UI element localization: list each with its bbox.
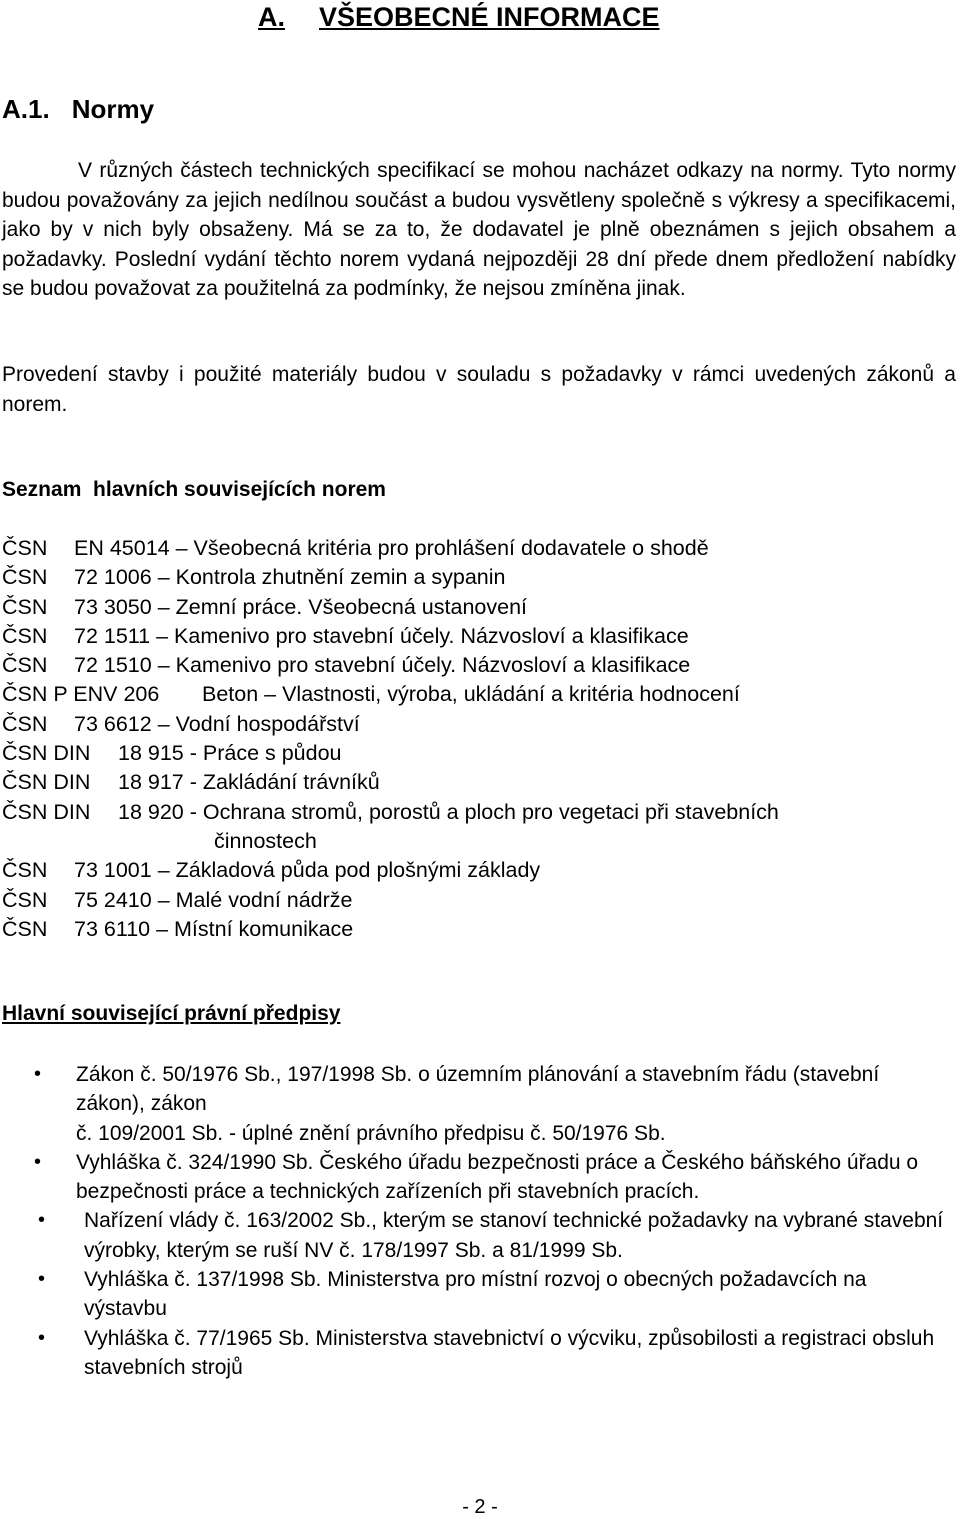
standard-text: 73 6612 – Vodní hospodářství (74, 711, 360, 736)
section-text: Normy (71, 94, 155, 124)
standard-item (2, 622, 779, 651)
standard-text: 72 1510 – Kamenivo pro stavební účely. Názvosloví a klasifikace (74, 653, 691, 678)
law-item (0, 1265, 954, 1324)
laws-list (0, 1060, 960, 1382)
section-heading (2, 94, 154, 125)
standards-heading: Seznam hlavních souvisejících norem (2, 478, 386, 501)
law-item (0, 1060, 946, 1148)
standard-code: ČSN (2, 858, 48, 883)
law-text: Vyhláška č. 137/1998 Sb. Ministerstva pro místní rozvoj o obecných požadavcích na výstavbu (84, 1268, 867, 1321)
standard-text: 18 920 - Ochrana stromů, porostů a ploch pro vegetaci při stavebních (118, 799, 779, 824)
law-text-extra: č. 109/2001 Sb. - úplné znění právního předpisu č. 50/1976 Sb. (76, 1121, 666, 1145)
laws-heading: Hlavní související právní předpisy (2, 1002, 341, 1025)
law-item (0, 1148, 946, 1207)
intro-paragraph: V různých částech technických specifikací se mohou nacházet odkazy na normy. Tyto normy budou považovány za jejich nedílnou součást a budou vysvětleny společně s výkresy a specifikacemi, jako by v nich byly obsaženy. Má se za to, že dodavatel je plně obeznámen s jejich obsahem a požadavky. Poslední vydání těchto norem vydaná nejpozději 28 dní přede dnem předložení nabídky se budou považovat za použitelná za podmínky, že nejsou zmíněna jinak. (2, 159, 956, 300)
standard-item (2, 563, 779, 592)
standard-item (2, 856, 779, 885)
standard-code: ČSN (2, 536, 48, 560)
standard-item (2, 739, 779, 768)
standard-text: 72 1006 – Kontrola zhutnění zemin a sypanin (74, 565, 506, 590)
law-text: Zákon č. 50/1976 Sb., 197/1998 Sb. o územním plánování a stavebním řádu (stavební zákon), zákon (76, 1063, 880, 1116)
standard-code: ČSN DIN (2, 741, 91, 766)
standard-text: 18 917 - Zakládání trávníků (118, 770, 380, 795)
law-text: Vyhláška č. 77/1965 Sb. Ministerstva stavebnictví o výcviku, způsobilosti a registraci obsluh stavebních strojů (84, 1326, 935, 1379)
standard-code: ČSN DIN (2, 799, 91, 824)
standard-text: 72 1511 – Kamenivo pro stavební účely. Názvosloví a klasifikace (74, 623, 689, 648)
standard-code: ČSN (2, 711, 48, 736)
standard-text: 73 6110 – Místní komunikace (74, 916, 354, 941)
law-text: Nařízení vlády č. 163/2002 Sb., kterým se stanoví technické požadavky na vybrané stavební výrobky, kterým se ruší NV č. 178/1997 Sb. a 81/1999 Sb. (84, 1209, 944, 1262)
standard-code: ČSN (2, 653, 48, 678)
standard-code: ČSN (2, 623, 48, 648)
law-text: Vyhláška č. 324/1990 Sb. Českého úřadu bezpečnosti práce a Českého báňského úřadu o bezpečnosti práce a technických zařízeních při stavebních pracích. (76, 1150, 919, 1204)
standard-item (2, 798, 779, 857)
standard-item (2, 593, 779, 622)
standard-item (2, 534, 779, 563)
standard-text: 73 1001 – Základová půda pod plošnými základy (74, 858, 541, 883)
standard-code: ČSN (2, 565, 48, 590)
standard-text: EN 45014 – Všeobecná kritéria pro prohlášení dodavatele o shodě (74, 536, 709, 560)
standard-code: ČSN (2, 916, 48, 941)
standard-code: ČSN (2, 594, 48, 619)
title-number: A. (258, 2, 285, 32)
bullet-icon: • (38, 1268, 46, 1291)
standard-text: 73 3050 – Zemní práce. Všeobecná ustanovení (74, 594, 528, 619)
standard-item (2, 915, 779, 944)
section-number: A.1. (2, 94, 50, 124)
standard-code: ČSN P ENV 206 (2, 682, 160, 707)
page-number: - 2 - (462, 1496, 498, 1518)
law-item (0, 1206, 954, 1265)
bullet-icon: • (38, 1326, 46, 1349)
standards-list (2, 534, 779, 944)
standard-text: Beton – Vlastnosti, výroba, ukládání a kritéria hodnocení (202, 682, 740, 707)
standard-item (2, 680, 779, 709)
standard-code: ČSN DIN (2, 770, 91, 795)
bullet-icon: • (38, 1209, 46, 1232)
standard-text-continuation: činnostech (214, 828, 317, 853)
standard-item (2, 710, 779, 739)
document-title (258, 2, 660, 33)
standard-code: ČSN (2, 887, 48, 912)
bullet-icon: • (34, 1063, 42, 1085)
law-item (0, 1324, 954, 1383)
standard-item (2, 768, 779, 797)
title-text: VŠEOBECNÉ INFORMACE (319, 2, 660, 32)
standard-item (2, 886, 779, 915)
bullet-icon: • (34, 1150, 42, 1173)
compliance-paragraph: Provedení stavby i použité materiály budou v souladu s požadavky v rámci uvedených zákonů a norem. (2, 363, 956, 416)
standard-item (2, 651, 779, 680)
standard-text: 18 915 - Práce s půdou (118, 741, 342, 766)
standard-text: 75 2410 – Malé vodní nádrže (74, 887, 353, 912)
